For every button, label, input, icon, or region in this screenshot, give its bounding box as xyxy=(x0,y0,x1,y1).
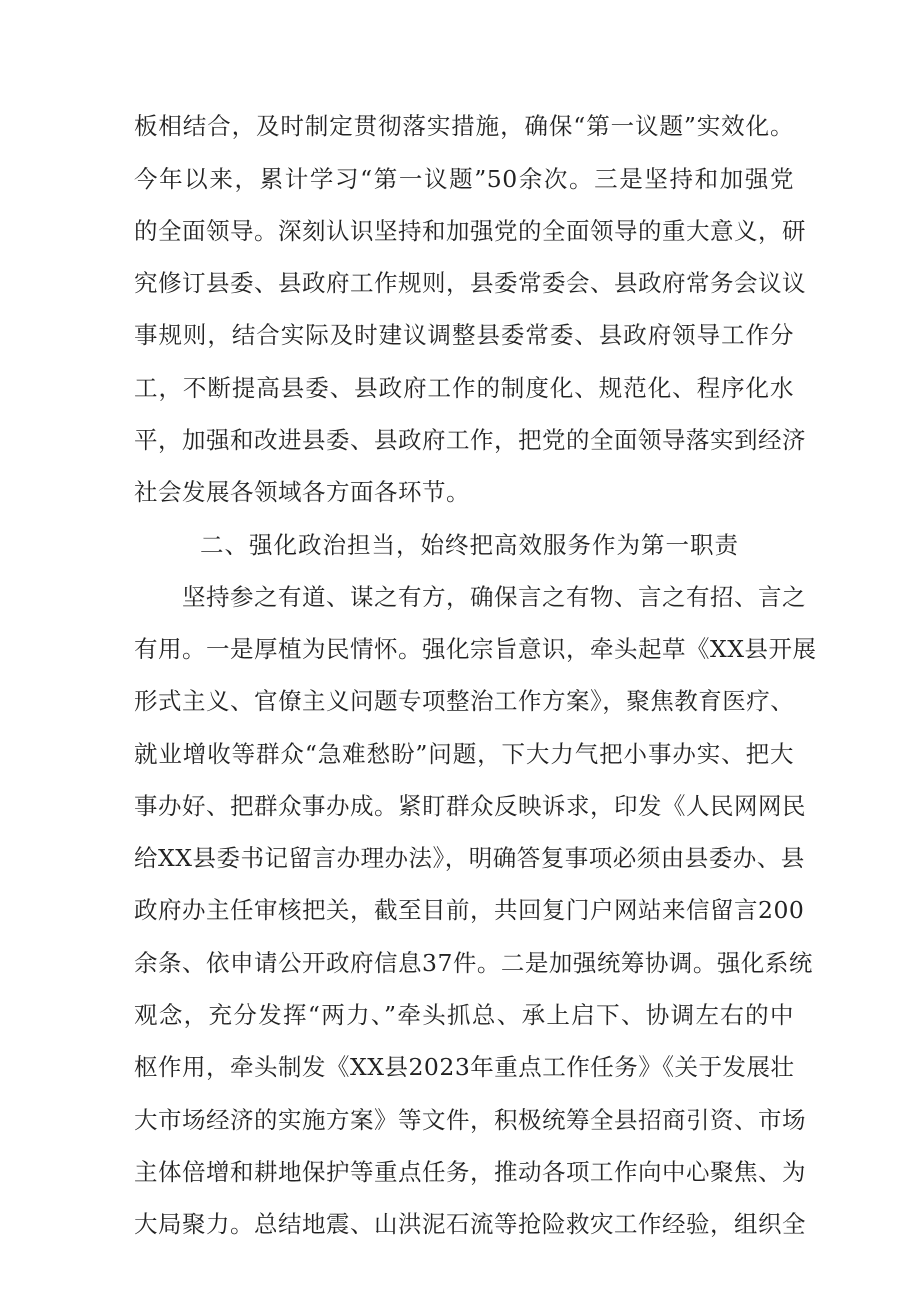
paragraph-1-line-5: 事规则，结合实际及时建议调整县委常委、县政府领导工作分 xyxy=(134,321,794,349)
paragraph-1-line-8: 社会发展各领域各方面各环节。 xyxy=(134,478,470,506)
paragraph-2-line-8: 余条、依申请公开政府信息37件。二是加强统筹协调。强化系统 xyxy=(134,949,813,977)
paragraph-2-line-4: 就业增收等群众“急难愁盼”问题，下大力气把小事办实、把大 xyxy=(134,740,794,768)
paragraph-1-line-6: 工，不断提高县委、县政府工作的制度化、规范化、程序化水 xyxy=(134,374,794,402)
paragraph-1-line-2: 今年以来，累计学习“第一议题”50余次。三是坚持和加强党 xyxy=(134,165,794,193)
paragraph-2-line-9: 观念，充分发挥“两力、”牵头抓总、承上启下、协调左右的中 xyxy=(134,1001,794,1029)
paragraph-2-line-12: 主体倍增和耕地保护等重点任务，推动各项工作向中心聚焦、为 xyxy=(134,1158,806,1186)
paragraph-1-line-1: 板相结合，及时制定贯彻落实措施，确保“第一议题”实效化。 xyxy=(134,112,794,140)
paragraph-1-line-4: 究修订县委、县政府工作规则，县委常委会、县政府常务会议议 xyxy=(134,269,806,297)
paragraph-1-line-7: 平，加强和改进县委、县政府工作，把党的全面领导落实到经济 xyxy=(134,426,806,454)
paragraph-2-line-5: 事办好、把群众事办成。紧盯群众反映诉求，印发《人民网网民 xyxy=(134,792,806,820)
section-heading: 二、强化政治担当，始终把高效服务作为第一职责 xyxy=(200,531,739,559)
paragraph-2-line-11: 大市场经济的实施方案》等文件，积极统筹全县招商引资、市场 xyxy=(134,1106,806,1134)
paragraph-2-line-2: 有用。一是厚植为民情怀。强化宗旨意识，牵头起草《XX县开展 xyxy=(134,635,817,663)
paragraph-2-line-3: 形式主义、官僚主义问题专项整治工作方案》，聚焦教育医疗、 xyxy=(134,687,795,715)
paragraph-2-line-7: 政府办主任审核把关，截至目前，共回复门户网站来信留言200 xyxy=(134,896,805,924)
paragraph-2-line-1: 坚持参之有道、谋之有方，确保言之有物、言之有招、言之 xyxy=(182,583,806,611)
paragraph-2-line-10: 枢作用，牵头制发《XX县2023年重点工作任务》《关于发展壮 xyxy=(134,1053,795,1081)
paragraph-1-line-3: 的全面领导。深刻认识坚持和加强党的全面领导的重大意义，研 xyxy=(134,217,806,245)
paragraph-2-line-6: 给XX县委书记留言办理办法》，明确答复事项必须由县委办、县 xyxy=(134,844,805,872)
paragraph-2-line-13: 大局聚力。总结地震、山洪泥石流等抢险救灾工作经验，组织全 xyxy=(134,1210,806,1238)
